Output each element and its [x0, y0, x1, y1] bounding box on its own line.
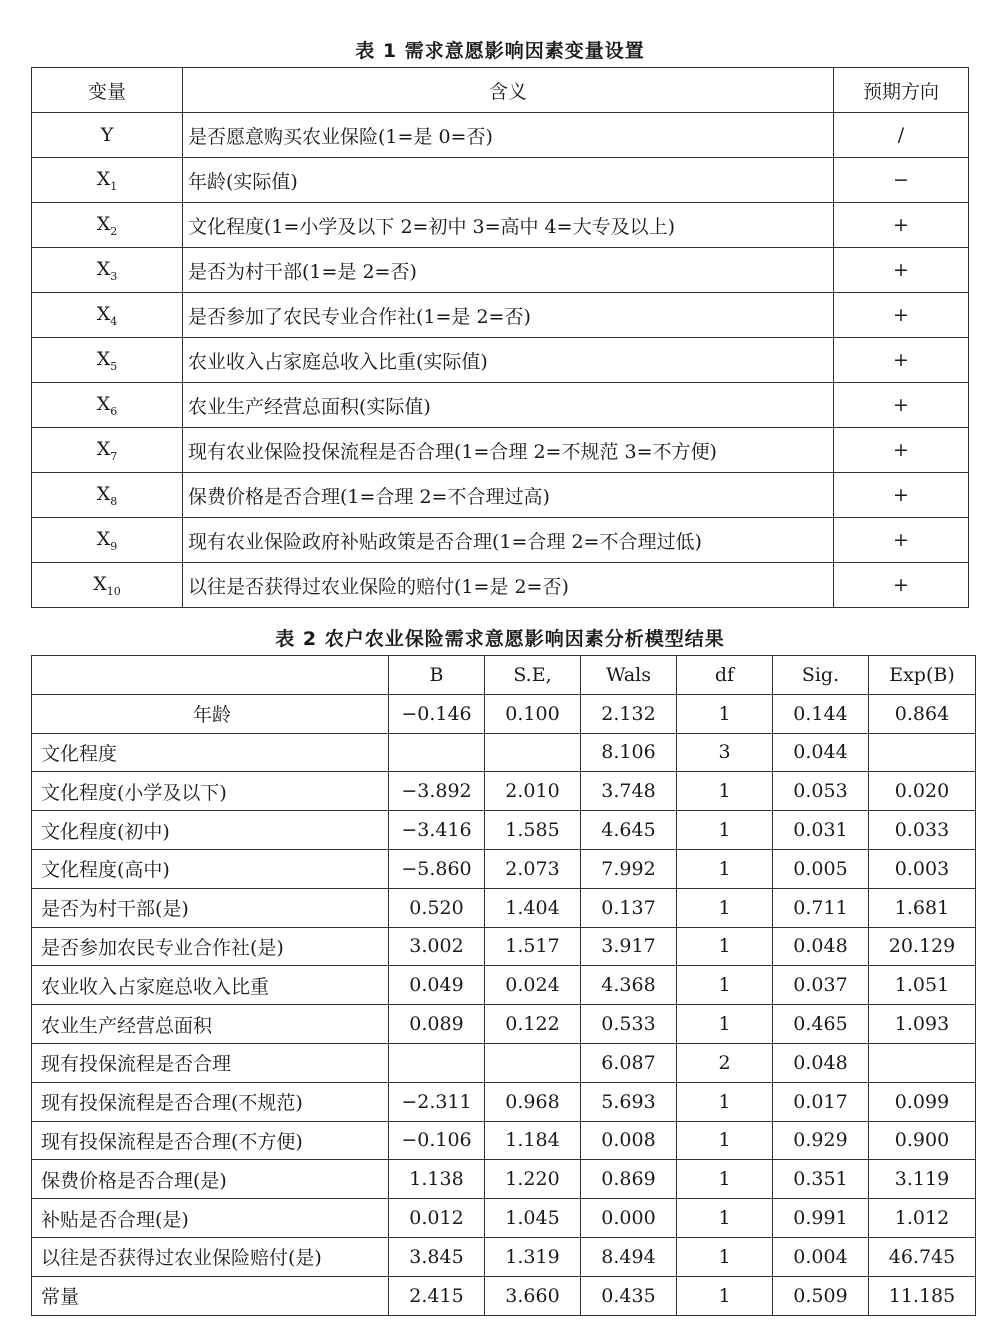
variable-subscript: 5 — [110, 359, 118, 373]
value-cell: 1.681 — [869, 888, 976, 927]
table2-row — [32, 1237, 976, 1276]
factor-label-cell: 农业收入占家庭总收入比重 — [32, 966, 389, 1005]
meaning-cell: 是否参加了农民专业合作社(1=是 2=否) — [183, 293, 834, 338]
value-cell: 0.012 — [389, 1199, 485, 1238]
table2-row — [32, 1199, 976, 1238]
meaning-cell: 保费价格是否合理(1=合理 2=不合理过高) — [183, 473, 834, 518]
value-cell: 3.660 — [485, 1276, 581, 1315]
table2-caption: 表 2 农户农业保险需求意愿影响因素分析模型结果 — [275, 628, 725, 650]
value-cell: 1 — [677, 849, 773, 888]
variable-subscript: 4 — [110, 314, 118, 328]
table2-row — [32, 1005, 976, 1044]
value-cell: 3 — [677, 733, 773, 772]
value-cell: 1.517 — [485, 927, 581, 966]
value-cell: 5.693 — [581, 1082, 677, 1121]
value-cell: 1.319 — [485, 1237, 581, 1276]
factor-label-cell: 保费价格是否合理(是) — [32, 1160, 389, 1199]
value-cell: 0.053 — [773, 772, 869, 811]
value-cell — [869, 1043, 976, 1082]
value-cell: 0.900 — [869, 1121, 976, 1160]
variable-symbol: X — [96, 302, 111, 325]
table2-row — [32, 888, 976, 927]
expected-direction-cell: + — [834, 248, 969, 293]
table1-row — [32, 248, 969, 293]
value-cell: 1.184 — [485, 1121, 581, 1160]
factor-label-cell: 以往是否获得过农业保险赔付(是) — [32, 1237, 389, 1276]
table1-row — [32, 338, 969, 383]
value-cell: 0.037 — [773, 966, 869, 1005]
value-cell: 0.144 — [773, 694, 869, 733]
value-cell: 1 — [677, 888, 773, 927]
table1-row — [32, 203, 969, 248]
value-cell: 6.087 — [581, 1043, 677, 1082]
expected-direction-cell: − — [834, 158, 969, 203]
table1-row — [32, 113, 969, 158]
variable-cell — [32, 248, 183, 293]
variable-cell — [32, 293, 183, 338]
table1-row — [32, 563, 969, 608]
variable-cell — [32, 338, 183, 383]
value-cell: 0.033 — [869, 811, 976, 850]
variable-symbol: X — [96, 167, 111, 190]
expected-direction-cell: + — [834, 383, 969, 428]
value-cell: 11.185 — [869, 1276, 976, 1315]
table2-header-cell: B — [389, 656, 485, 695]
table2-header-cell: Exp(B) — [869, 656, 976, 695]
meaning-cell: 是否愿意购买农业保险(1=是 0=否) — [183, 113, 834, 158]
expected-direction-cell: + — [834, 473, 969, 518]
expected-direction-cell: + — [834, 293, 969, 338]
value-cell: 0.044 — [773, 733, 869, 772]
table2-row — [32, 1160, 976, 1199]
table1-header-cell: 预期方向 — [834, 68, 969, 113]
expected-direction-cell: / — [834, 113, 969, 158]
factor-label-cell: 文化程度(初中) — [32, 811, 389, 850]
variable-settings-table — [31, 67, 969, 608]
table2-header-cell: df — [677, 656, 773, 695]
table2-row — [32, 927, 976, 966]
value-cell: 46.745 — [869, 1237, 976, 1276]
value-cell: 0.020 — [869, 772, 976, 811]
meaning-cell: 以往是否获得过农业保险的赔付(1=是 2=否) — [183, 563, 834, 608]
factor-label-cell: 现有投保流程是否合理(不方便) — [32, 1121, 389, 1160]
value-cell: 1 — [677, 966, 773, 1005]
variable-subscript: 6 — [110, 404, 118, 418]
table2-row — [32, 811, 976, 850]
value-cell: 1 — [677, 811, 773, 850]
value-cell: 1.404 — [485, 888, 581, 927]
table2-row — [32, 966, 976, 1005]
table1-row — [32, 473, 969, 518]
table2-row — [32, 1121, 976, 1160]
value-cell: 0.968 — [485, 1082, 581, 1121]
value-cell: 0.048 — [773, 927, 869, 966]
value-cell: 2.010 — [485, 772, 581, 811]
expected-direction-cell: + — [834, 563, 969, 608]
factor-label-cell: 补贴是否合理(是) — [32, 1199, 389, 1238]
value-cell: 1 — [677, 1237, 773, 1276]
meaning-cell: 现有农业保险投保流程是否合理(1=合理 2=不规范 3=不方便) — [183, 428, 834, 473]
table1-header-cell: 变量 — [32, 68, 183, 113]
table2-row — [32, 772, 976, 811]
value-cell: −5.860 — [389, 849, 485, 888]
value-cell: 1.138 — [389, 1160, 485, 1199]
variable-subscript: 7 — [110, 449, 118, 463]
table2-row — [32, 849, 976, 888]
value-cell: −0.106 — [389, 1121, 485, 1160]
factor-label-cell: 文化程度(小学及以下) — [32, 772, 389, 811]
table2-row — [32, 1276, 976, 1315]
variable-symbol: X — [96, 392, 111, 415]
value-cell — [485, 733, 581, 772]
value-cell: 0.435 — [581, 1276, 677, 1315]
value-cell — [389, 733, 485, 772]
variable-subscript: 9 — [110, 539, 118, 553]
value-cell: 20.129 — [869, 927, 976, 966]
variable-symbol: X — [96, 527, 111, 550]
value-cell: 3.845 — [389, 1237, 485, 1276]
value-cell: 3.748 — [581, 772, 677, 811]
variable-cell — [32, 113, 183, 158]
value-cell: 0.869 — [581, 1160, 677, 1199]
table2-row — [32, 733, 976, 772]
factor-label-cell: 是否为村干部(是) — [32, 888, 389, 927]
variable-symbol: X — [96, 437, 111, 460]
variable-subscript: 10 — [106, 584, 121, 598]
variable-cell — [32, 383, 183, 428]
table2-header-cell: S.E, — [485, 656, 581, 695]
value-cell: 1.012 — [869, 1199, 976, 1238]
table2-row — [32, 694, 976, 733]
variable-subscript: 8 — [110, 494, 118, 508]
value-cell — [389, 1043, 485, 1082]
table1-row — [32, 518, 969, 563]
value-cell: 1 — [677, 772, 773, 811]
meaning-cell: 年龄(实际值) — [183, 158, 834, 203]
factor-label-cell: 是否参加农民专业合作社(是) — [32, 927, 389, 966]
variable-symbol: X — [96, 257, 111, 280]
value-cell: 2 — [677, 1043, 773, 1082]
variable-symbol: X — [96, 482, 111, 505]
expected-direction-cell: + — [834, 203, 969, 248]
value-cell: 2.132 — [581, 694, 677, 733]
table1-row — [32, 293, 969, 338]
value-cell: 1 — [677, 1160, 773, 1199]
value-cell: −2.311 — [389, 1082, 485, 1121]
factor-label-cell: 文化程度(高中) — [32, 849, 389, 888]
value-cell: 0.929 — [773, 1121, 869, 1160]
value-cell: 0.711 — [773, 888, 869, 927]
value-cell: 0.122 — [485, 1005, 581, 1044]
value-cell: 1 — [677, 1199, 773, 1238]
factor-label-cell: 现有投保流程是否合理(不规范) — [32, 1082, 389, 1121]
variable-symbol: X — [96, 347, 111, 370]
value-cell: 0.509 — [773, 1276, 869, 1315]
meaning-cell: 文化程度(1=小学及以下 2=初中 3=高中 4=大专及以上) — [183, 203, 834, 248]
value-cell: 0.089 — [389, 1005, 485, 1044]
value-cell: 0.533 — [581, 1005, 677, 1044]
expected-direction-cell: + — [834, 338, 969, 383]
meaning-cell: 现有农业保险政府补贴政策是否合理(1=合理 2=不合理过低) — [183, 518, 834, 563]
table2-header-cell: Wals — [581, 656, 677, 695]
value-cell: 3.119 — [869, 1160, 976, 1199]
value-cell: 3.002 — [389, 927, 485, 966]
value-cell: −3.892 — [389, 772, 485, 811]
meaning-cell: 是否为村干部(1=是 2=否) — [183, 248, 834, 293]
value-cell: 0.004 — [773, 1237, 869, 1276]
value-cell: 0.137 — [581, 888, 677, 927]
variable-symbol: Y — [100, 124, 114, 146]
value-cell: 1.051 — [869, 966, 976, 1005]
value-cell: 1 — [677, 927, 773, 966]
model-results-table — [31, 655, 976, 1316]
variable-subscript: 2 — [110, 224, 118, 238]
value-cell: −0.146 — [389, 694, 485, 733]
table1-caption: 表 1 需求意愿影响因素变量设置 — [355, 40, 645, 62]
table1-header-row — [32, 68, 969, 113]
variable-cell — [32, 428, 183, 473]
variable-subscript: 3 — [110, 269, 118, 283]
value-cell: −3.416 — [389, 811, 485, 850]
factor-label-cell: 文化程度 — [32, 733, 389, 772]
value-cell: 0.024 — [485, 966, 581, 1005]
value-cell: 0.049 — [389, 966, 485, 1005]
value-cell — [869, 733, 976, 772]
expected-direction-cell: + — [834, 518, 969, 563]
value-cell: 2.073 — [485, 849, 581, 888]
table1-header-cell: 含义 — [183, 68, 834, 113]
value-cell: 0.000 — [581, 1199, 677, 1238]
table2-header-row — [32, 656, 976, 695]
value-cell: 0.005 — [773, 849, 869, 888]
value-cell: 0.465 — [773, 1005, 869, 1044]
meaning-cell: 农业生产经营总面积(实际值) — [183, 383, 834, 428]
variable-cell — [32, 473, 183, 518]
value-cell: 0.991 — [773, 1199, 869, 1238]
value-cell: 4.368 — [581, 966, 677, 1005]
factor-label-cell: 现有投保流程是否合理 — [32, 1043, 389, 1082]
meaning-cell: 农业收入占家庭总收入比重(实际值) — [183, 338, 834, 383]
table2-row — [32, 1082, 976, 1121]
value-cell: 4.645 — [581, 811, 677, 850]
table1-row — [32, 383, 969, 428]
factor-label-cell: 农业生产经营总面积 — [32, 1005, 389, 1044]
value-cell: 0.099 — [869, 1082, 976, 1121]
value-cell: 8.494 — [581, 1237, 677, 1276]
value-cell: 0.351 — [773, 1160, 869, 1199]
value-cell: 0.100 — [485, 694, 581, 733]
value-cell: 0.017 — [773, 1082, 869, 1121]
factor-label-cell: 常量 — [32, 1276, 389, 1315]
table2-header-cell: Sig. — [773, 656, 869, 695]
table1-row — [32, 158, 969, 203]
value-cell: 7.992 — [581, 849, 677, 888]
value-cell: 1.093 — [869, 1005, 976, 1044]
variable-symbol: X — [93, 572, 107, 595]
value-cell: 0.864 — [869, 694, 976, 733]
table2-header-cell — [32, 656, 389, 695]
value-cell: 1 — [677, 694, 773, 733]
value-cell — [485, 1043, 581, 1082]
value-cell: 1 — [677, 1005, 773, 1044]
factor-label-cell: 年龄 — [32, 694, 389, 733]
value-cell: 1 — [677, 1121, 773, 1160]
table1-row — [32, 428, 969, 473]
value-cell: 8.106 — [581, 733, 677, 772]
value-cell: 3.917 — [581, 927, 677, 966]
value-cell: 2.415 — [389, 1276, 485, 1315]
value-cell: 0.048 — [773, 1043, 869, 1082]
value-cell: 0.520 — [389, 888, 485, 927]
expected-direction-cell: + — [834, 428, 969, 473]
variable-cell — [32, 203, 183, 248]
variable-cell — [32, 518, 183, 563]
value-cell: 0.008 — [581, 1121, 677, 1160]
variable-symbol: X — [96, 212, 111, 235]
value-cell: 1 — [677, 1276, 773, 1315]
value-cell: 1.585 — [485, 811, 581, 850]
variable-cell — [32, 158, 183, 203]
value-cell: 0.031 — [773, 811, 869, 850]
variable-subscript: 1 — [110, 179, 118, 193]
value-cell: 1.220 — [485, 1160, 581, 1199]
value-cell: 1.045 — [485, 1199, 581, 1238]
variable-cell — [32, 563, 183, 608]
table2-row — [32, 1043, 976, 1082]
value-cell: 0.003 — [869, 849, 976, 888]
value-cell: 1 — [677, 1082, 773, 1121]
